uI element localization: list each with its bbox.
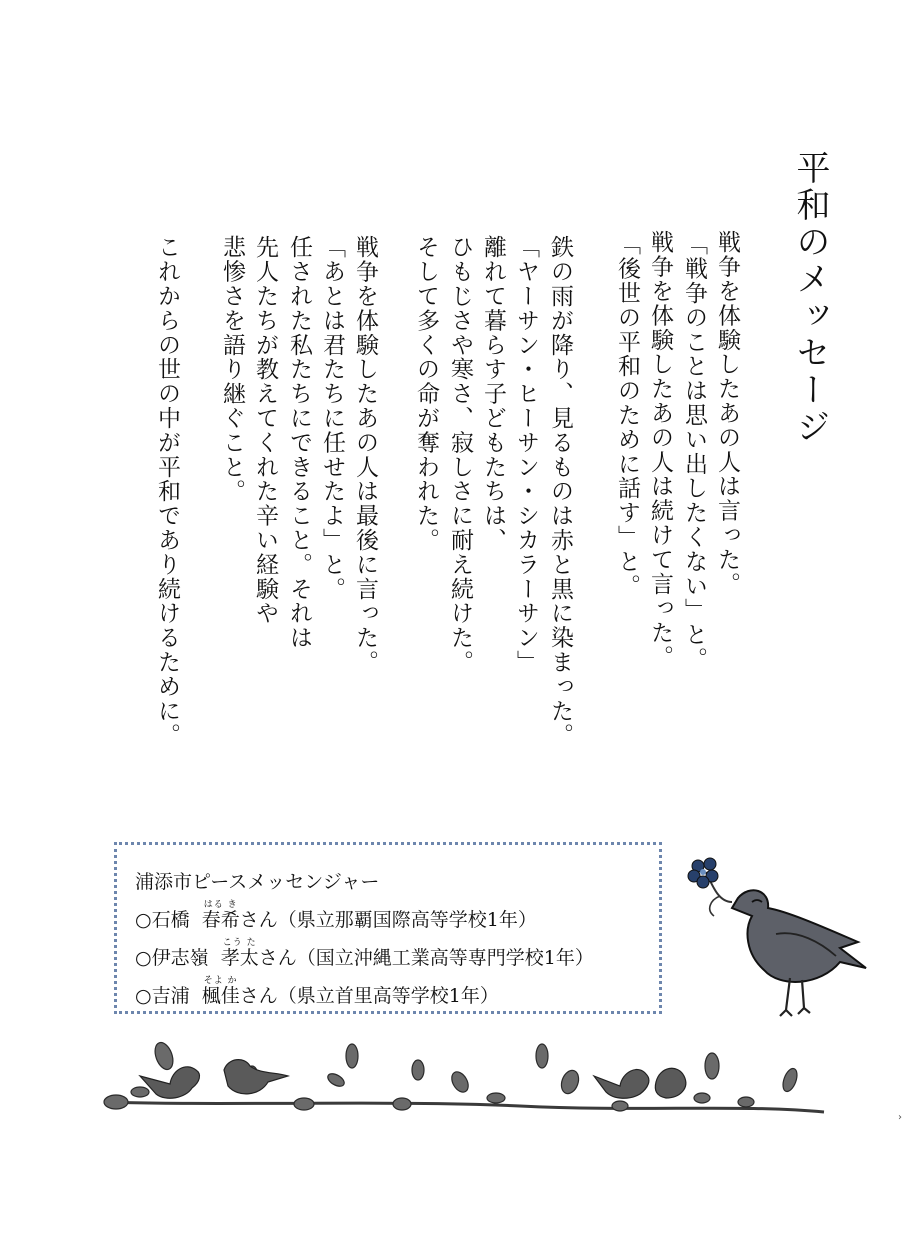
member-family-name: 吉浦 xyxy=(151,985,190,1007)
member-row xyxy=(135,901,659,939)
credits-heading: 浦添市ピースメッセンジャー xyxy=(135,871,380,893)
poem-line: 戦争を体験したあの人は言った。 xyxy=(714,230,740,596)
name-reading: こう た xyxy=(222,938,257,948)
chevron-right-icon: › xyxy=(898,1112,902,1123)
page-title: 平和のメッセージ xyxy=(790,150,830,446)
member-suffix: さん xyxy=(239,985,278,1007)
member-given-name: 孝太 xyxy=(220,947,259,969)
poem-line: 「あとは君たちに任せたよ」と。 xyxy=(319,235,345,601)
member-row xyxy=(135,939,659,977)
member-row xyxy=(135,977,659,1015)
poem-line: そして多くの命が奪われた。 xyxy=(413,235,439,553)
poem-line: 「戦争のことは思い出したくない」と。 xyxy=(681,232,707,672)
poem-line: 「後世の平和のために話す」と。 xyxy=(614,232,640,598)
member-school: （県立首里高等学校1年） xyxy=(277,985,499,1007)
poem-line: 悲惨さを語り継ぐこと。 xyxy=(219,235,245,504)
poem-line: 戦争を体験したあの人は最後に言った。 xyxy=(352,235,378,675)
member-school: （県立那覇国際高等学校1年） xyxy=(277,909,537,931)
member-marker: ○ xyxy=(135,909,152,931)
credits-box xyxy=(114,842,662,1014)
member-school: （国立沖縄工業高等専門学校1年） xyxy=(296,947,594,969)
member-given-name: 楓佳 xyxy=(201,985,240,1007)
member-marker: ○ xyxy=(135,947,152,969)
poem-line: 先人たちが教えてくれた辛い経験や xyxy=(252,235,278,626)
bird-icon xyxy=(680,850,870,1020)
name-reading: そよ か xyxy=(203,976,238,986)
poem-line: これからの世の中が平和であり続けるために。 xyxy=(154,235,180,748)
poem-line: 戦争を体験したあの人は続けて言った。 xyxy=(647,230,673,670)
member-suffix: さん xyxy=(258,947,297,969)
poem-line: 「ヤーサン・ヒーサン・シカラーサン」 xyxy=(513,235,539,675)
poem-line: 任された私たちにできること。それは xyxy=(286,235,312,650)
member-family-name: 伊志嶺 xyxy=(151,947,209,969)
poem-line: ひもじさや寒さ、寂しさに耐え続けた。 xyxy=(447,235,473,675)
member-suffix: さん xyxy=(239,909,278,931)
poem-line: 離れて暮らす子どもたちは、 xyxy=(480,235,506,553)
poem-line: 鉄の雨が降り、見るものは赤と黒に染まった。 xyxy=(547,235,573,748)
member-marker: ○ xyxy=(135,985,152,1007)
vine-border-icon xyxy=(100,1036,830,1126)
name-reading: はる き xyxy=(203,900,238,910)
member-family-name: 石橋 xyxy=(151,909,190,931)
member-given-name: 春希 xyxy=(201,909,240,931)
